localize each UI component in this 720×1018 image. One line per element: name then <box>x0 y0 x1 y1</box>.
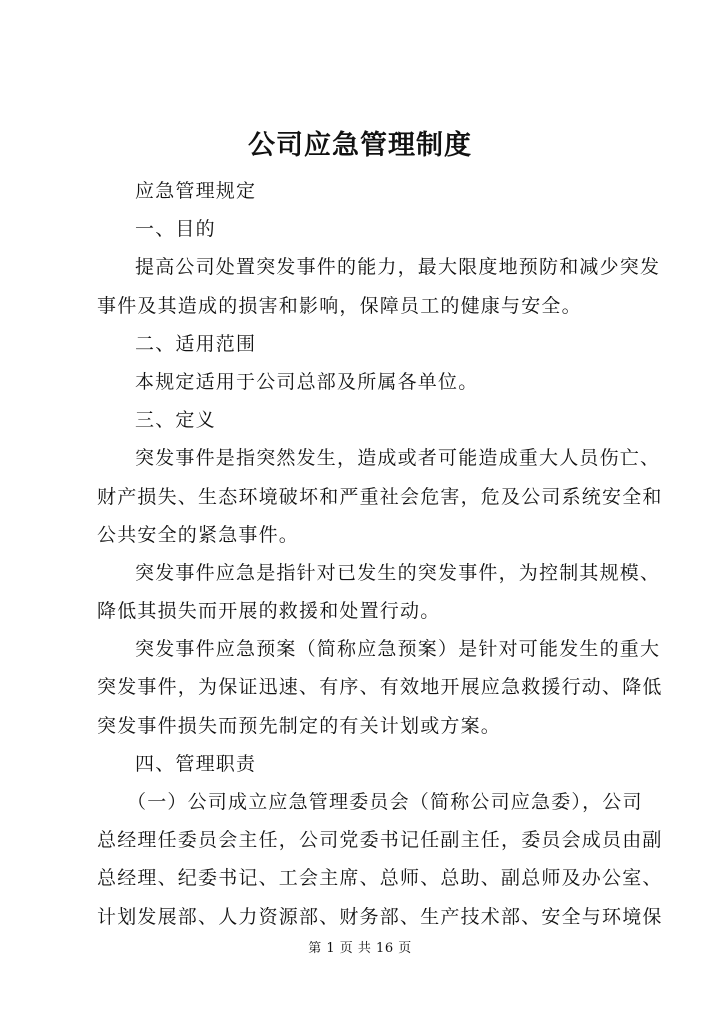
paragraph-line: 总经理、纪委书记、工会主席、总师、总助、副总师及办公室、 <box>97 867 663 890</box>
paragraph-line: 突发事件损失而预先制定的有关计划或方案。 <box>97 714 502 737</box>
paragraph-line: 财产损失、生态环境破坏和严重社会危害，危及公司系统安全和 <box>97 485 663 508</box>
paragraph-line: 突发事件是指突然发生，造成或者可能造成重大人员伤亡、 <box>135 447 661 470</box>
paragraph-line: 总经理任委员会主任，公司党委书记任副主任，委员会成员由副 <box>97 829 663 852</box>
document-title: 公司应急管理制度 <box>248 130 472 161</box>
document-body <box>97 172 663 936</box>
section-heading-purpose: 一、目的 <box>135 218 216 241</box>
section-heading-scope: 二、适用范围 <box>135 332 257 355</box>
section-heading-regulation: 应急管理规定 <box>135 180 257 202</box>
section-heading-responsibilities: 四、管理职责 <box>135 752 257 775</box>
paragraph-line: 计划发展部、人力资源部、财务部、生产技术部、安全与环境保 <box>97 905 663 928</box>
paragraph-line: 降低其损失而开展的救援和处置行动。 <box>97 600 441 623</box>
paragraph-line: 突发事件应急预案（简称应急预案）是针对可能发生的重大 <box>135 638 661 661</box>
section-heading-definition: 三、定义 <box>135 409 216 432</box>
paragraph-line: 本规定适用于公司总部及所属各单位。 <box>135 370 479 393</box>
paragraph-line: 提高公司处置突发事件的能力，最大限度地预防和减少突发 <box>135 256 661 279</box>
page-footer: 第 1 页 共 16 页 <box>308 941 412 956</box>
paragraph-line: 事件及其造成的损害和影响，保障员工的健康与安全。 <box>97 294 582 317</box>
paragraph-line: 公共安全的紧急事件。 <box>97 523 300 546</box>
paragraph-line: 突发事件应急是指针对已发生的突发事件，为控制其规模、 <box>135 561 661 584</box>
paragraph-line: （一）公司成立应急管理委员会（简称公司应急委），公司 <box>127 791 643 813</box>
paragraph-line: 突发事件，为保证迅速、有序、有效地开展应急救援行动、降低 <box>97 676 663 699</box>
